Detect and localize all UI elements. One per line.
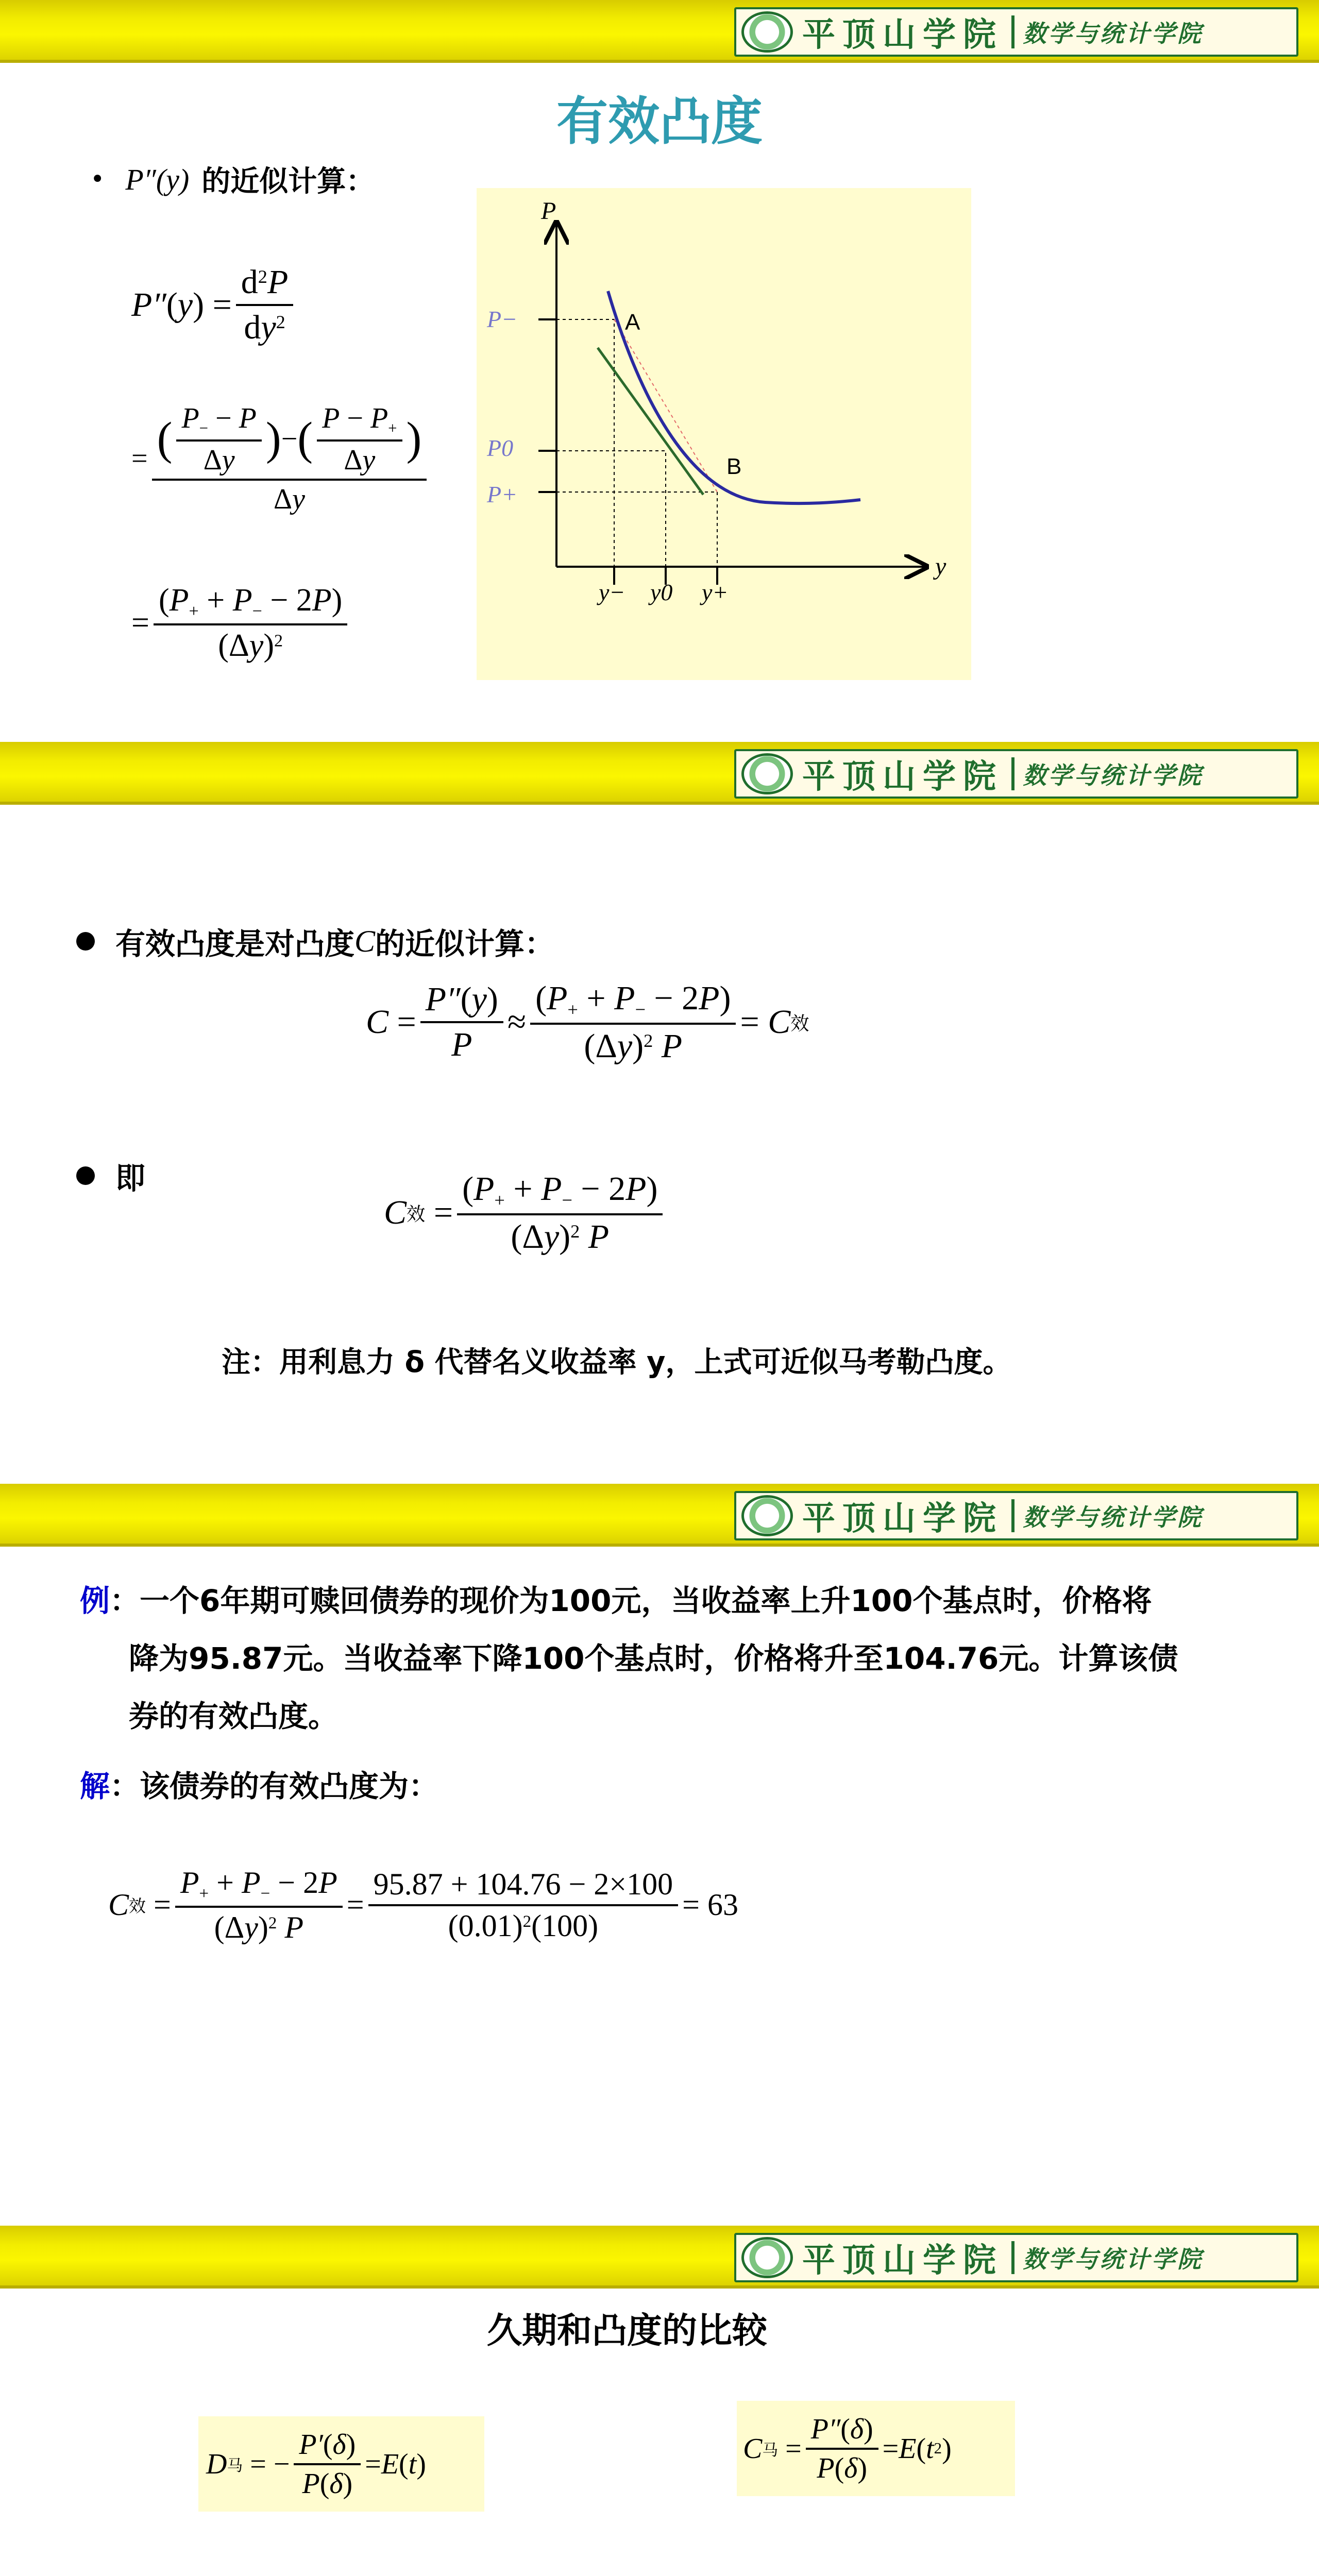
formula-simplified: = $\frac{(P_+ + P_- - 2P)}{(\Delta y)^2}$ <box>131 582 351 664</box>
school-logo <box>734 1491 1298 1540</box>
slide1-title: 有效凸度 <box>556 91 763 151</box>
slide4-banner <box>0 2226 1319 2289</box>
example-label: 例 <box>80 1583 110 1618</box>
school-emblem-icon <box>741 753 793 794</box>
label-P-minus: P− <box>487 306 518 332</box>
school-emblem-icon <box>741 11 793 53</box>
point-A-label: A <box>625 310 640 335</box>
example-line-3: 券的有效凸度。 <box>129 1699 339 1734</box>
axis-label-P: P <box>541 197 556 225</box>
slide3-banner <box>0 1484 1319 1547</box>
box-macaulay-duration: D 马 = − $\frac{P'(\delta)}{P(\delta)}$ = E ( t ) <box>198 2416 484 2512</box>
point-B-label: B <box>726 454 742 479</box>
box-macaulay-convexity: C 马 = $\frac{P''(\delta)}{P(\delta)}$ = E ( t 2 ) <box>737 2401 1015 2496</box>
price-yield-graph <box>477 188 971 680</box>
label-y-minus: y− <box>599 579 625 605</box>
school-emblem-icon <box>741 2237 793 2278</box>
college-name: 数学与统计学院 <box>1023 1503 1203 1531</box>
slide4-title: 久期和凸度的比较 <box>487 2311 768 2351</box>
solution-line <box>80 1762 438 1805</box>
solution-text: ：该债券的有效凸度为： <box>110 1769 439 1804</box>
slide1-banner <box>0 0 1319 63</box>
school-name: 平顶山学院 <box>802 1499 1003 1538</box>
logo-divider <box>1011 1499 1014 1532</box>
label-y-plus: y+ <box>702 579 729 605</box>
logo-divider <box>1011 757 1014 790</box>
axis-label-y: y <box>935 553 946 580</box>
college-name: 数学与统计学院 <box>1023 20 1203 47</box>
college-name: 数学与统计学院 <box>1023 2245 1203 2273</box>
bullet-dot-icon: • <box>90 165 105 194</box>
example-line-1: ：一个6年期可赎回债券的现价为100元，当收益率上升100个基点时，价格将 <box>110 1583 1152 1618</box>
bullet1-text: 有效凸度是对凸度 <box>115 926 355 961</box>
label-P-plus: P+ <box>487 481 518 507</box>
college-name: 数学与统计学院 <box>1023 761 1203 789</box>
calc-numerator: 95.87 + 104.76 − 2×100 <box>368 1867 679 1906</box>
bullet-text: 的近似计算： <box>201 165 375 198</box>
slide2-bullet2 <box>76 1154 145 1197</box>
logo-divider <box>1011 15 1014 48</box>
formula-second-derivative: P″ ( y ) = $\frac{d^2P}{dy^2}$ <box>131 263 297 347</box>
solution-label: 解 <box>80 1769 110 1804</box>
price-yield-chart-svg <box>477 188 971 680</box>
bullet1-tail: 的近似计算： <box>375 926 555 961</box>
c-eff-subscript: 效 <box>407 1204 426 1225</box>
calc-denominator: (0.01) <box>448 1908 523 1943</box>
example-line-2: 降为95.87元。当收益率下降100个基点时，价格将升至104.76元。计算该债 <box>129 1641 1178 1676</box>
school-name: 平顶山学院 <box>802 15 1003 54</box>
slide2-banner <box>0 742 1319 805</box>
formula-convexity-approx: C = $\frac{P''(y)}{P}$ ≈ $\frac{(P_+ + P_- - 2P)}{(\Delta y)^2 P}$ = C 效 <box>366 979 809 1065</box>
school-emblem-icon <box>741 1495 793 1536</box>
slide1-bullet-row <box>90 159 375 200</box>
school-name: 平顶山学院 <box>802 2241 1003 2280</box>
c-eff-subscript: 效 <box>790 1013 809 1035</box>
calc-denominator-tail: (100) <box>531 1908 599 1943</box>
bullet-dot-icon <box>76 1166 95 1185</box>
bullet-dot-icon <box>76 932 95 951</box>
tangent-line <box>598 348 703 495</box>
label-y0: y0 <box>650 579 673 605</box>
example-paragraph <box>80 1577 1265 1735</box>
sub-mac: 马 <box>227 2456 243 2475</box>
formula-example-calc: C 效 = $\frac{P_+ + P_- - 2P}{(\Delta y)^2 P}$ = $\frac{95.87 + 104.76 - 2\times 100}{(0.01)^2(100)}$ = 63 <box>108 1866 738 1944</box>
calc-result: = 63 <box>682 1888 738 1922</box>
school-name: 平顶山学院 <box>802 757 1003 796</box>
school-logo <box>734 7 1298 57</box>
slide2-bullet1 <box>76 920 554 963</box>
bullet1-var: C <box>354 924 376 958</box>
formula-difference-quotient: = ( $\frac{P_- - P}{\Delta y}$ ) − ( $\frac{P - P_+}{\Delta y}$ ) Δy <box>131 402 431 516</box>
bullet2-text: 即 <box>115 1161 146 1196</box>
p-double-prime-label: P″(y) <box>125 162 190 196</box>
sub-mac: 马 <box>762 2441 779 2459</box>
label-P0: P0 <box>487 435 514 461</box>
slide2-note: 注：用利息力 δ 代替名义收益率 y，上式可近似马考勒凸度。 <box>222 1346 1012 1379</box>
school-logo <box>734 749 1298 799</box>
c-eff-subscript: 效 <box>129 1897 146 1917</box>
formula-effective-convexity: C 效 = $\frac{(P_+ + P_- - 2P)}{(\Delta y)^2 P}$ <box>384 1170 667 1257</box>
school-logo <box>734 2233 1298 2282</box>
logo-divider <box>1011 2241 1014 2274</box>
